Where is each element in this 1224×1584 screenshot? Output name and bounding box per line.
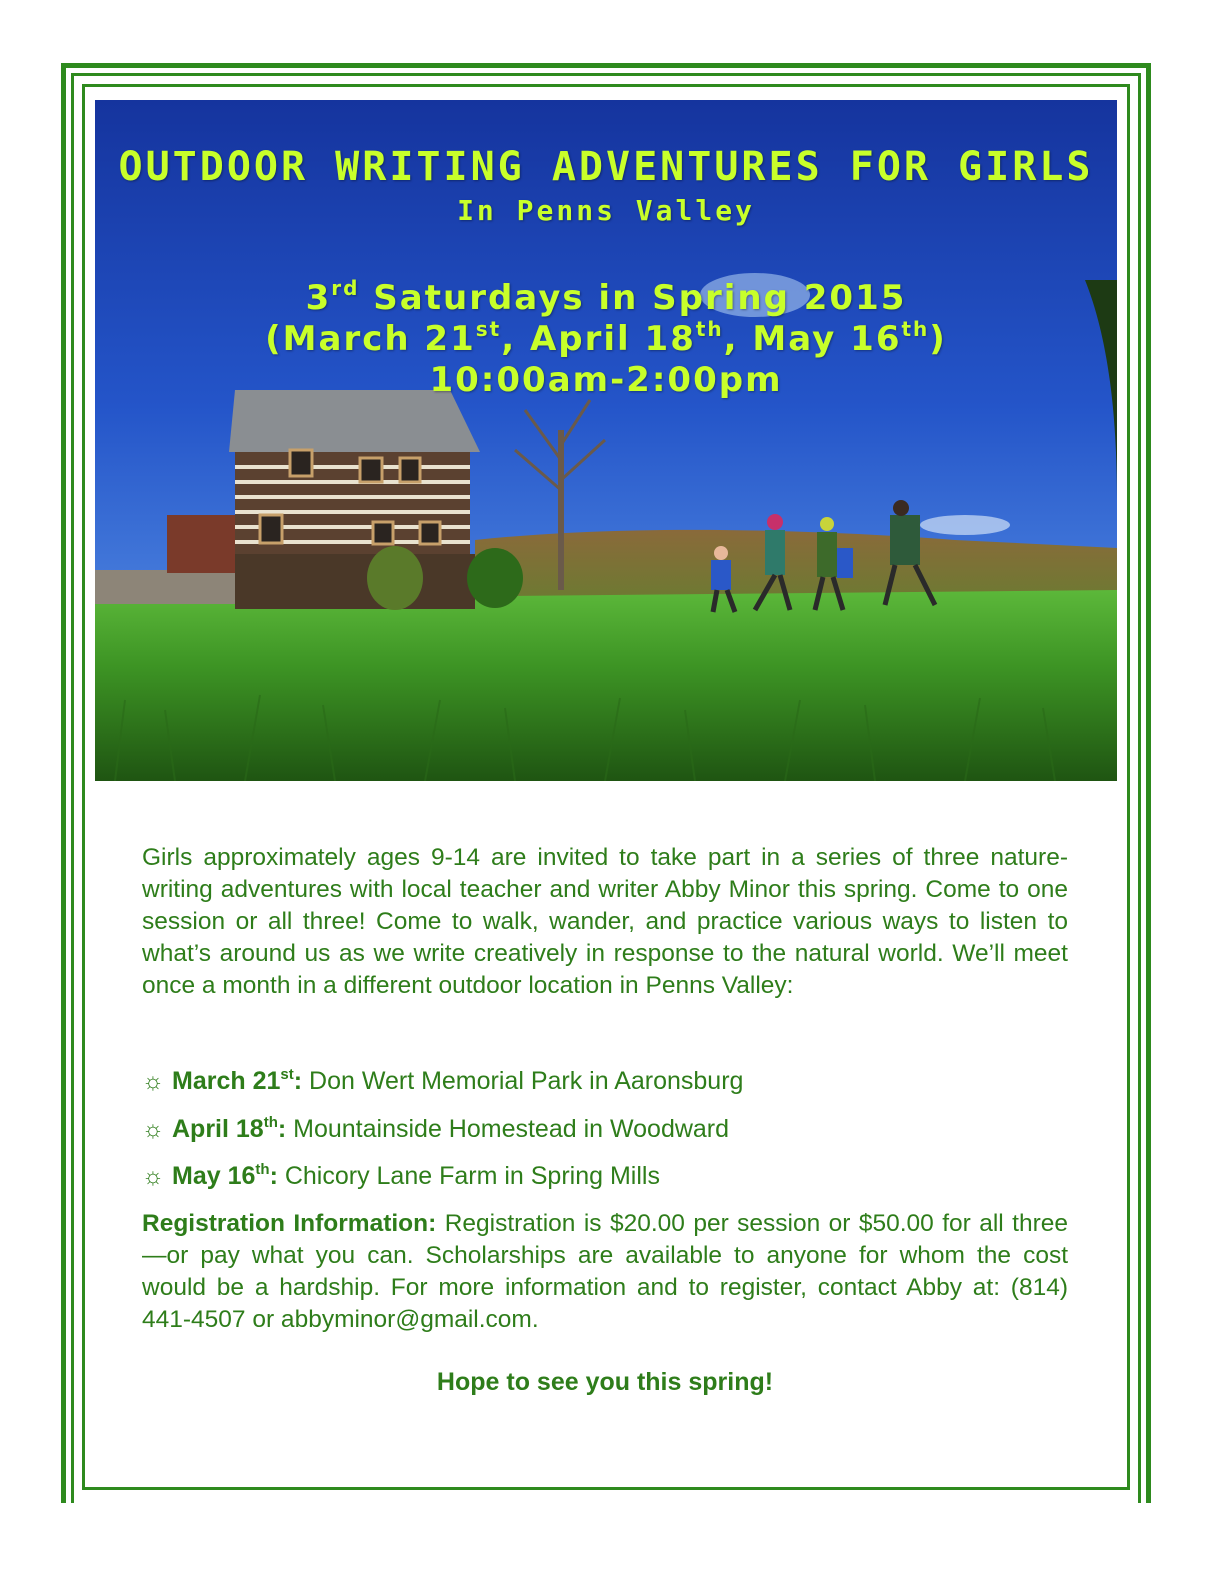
- registration-text: Registration is $20.00 per session or $50.00 for all three—or pay what you can. Scholarships are available to anyone for whom the cost would be a hardship. For more information and to register, contact Abby at: (814) 441-4507 or abbyminor@gmail.com.: [142, 1210, 1069, 1333]
- shrub: [467, 548, 523, 608]
- session-location: Don Wert Memorial Park in Aaronsburg: [302, 1067, 744, 1095]
- schedule-time: 10:00am-2:00pm: [429, 360, 783, 400]
- session-item: ☼ April 18th: Mountainside Homestead in Woodward: [142, 1112, 1068, 1160]
- sun-icon: ☼: [142, 1163, 164, 1190]
- house-foundation: [235, 554, 475, 609]
- cloud: [920, 515, 1010, 535]
- sun-icon: ☼: [142, 1115, 164, 1143]
- schedule-line-1: 3rd Saturdays in Spring 2015: [305, 276, 907, 318]
- closing-line: Hope to see you this spring!: [436, 1368, 774, 1396]
- intro-paragraph: Girls approximately ages 9-14 are invited to take part in a series of three nature-writing adventures with local teacher and writer Abby Minor this spring. Come to one session or all three! Come to walk, wander, and practice various ways to listen to what’s around us as we write creatively in response to the natural world. We’ll meet once a month in a different outdoor location in Penns Valley:: [142, 844, 1068, 999]
- session-location: Mountainside Homestead in Woodward: [286, 1114, 730, 1143]
- stone-wall: [95, 570, 235, 604]
- grass-field: [95, 590, 1117, 781]
- session-item: ☼ May 16th: Chicory Lane Farm in Spring Mills: [142, 1159, 1068, 1207]
- shrub: [367, 546, 423, 610]
- flyer-subtitle: In Penns Valley: [457, 194, 755, 227]
- shed: [167, 515, 237, 573]
- registration-label: Registration Information:: [142, 1210, 437, 1237]
- sun-icon: ☼: [142, 1068, 164, 1095]
- session-list: [142, 1064, 1068, 1207]
- session-location: Chicory Lane Farm in Spring Mills: [277, 1162, 660, 1190]
- schedule-block: [95, 278, 1117, 401]
- bare-tree: [558, 430, 564, 590]
- schedule-line-2: (March 21st, April 18th, May 16th): [265, 317, 947, 359]
- registration-paragraph: [142, 1208, 1068, 1336]
- session-item: ☼ March 21st: Don Wert Memorial Park in Aaronsburg: [142, 1064, 1068, 1112]
- hero-photo: [95, 100, 1117, 781]
- flyer-title: OUTDOOR WRITING ADVENTURES FOR GIRLS: [118, 144, 1094, 190]
